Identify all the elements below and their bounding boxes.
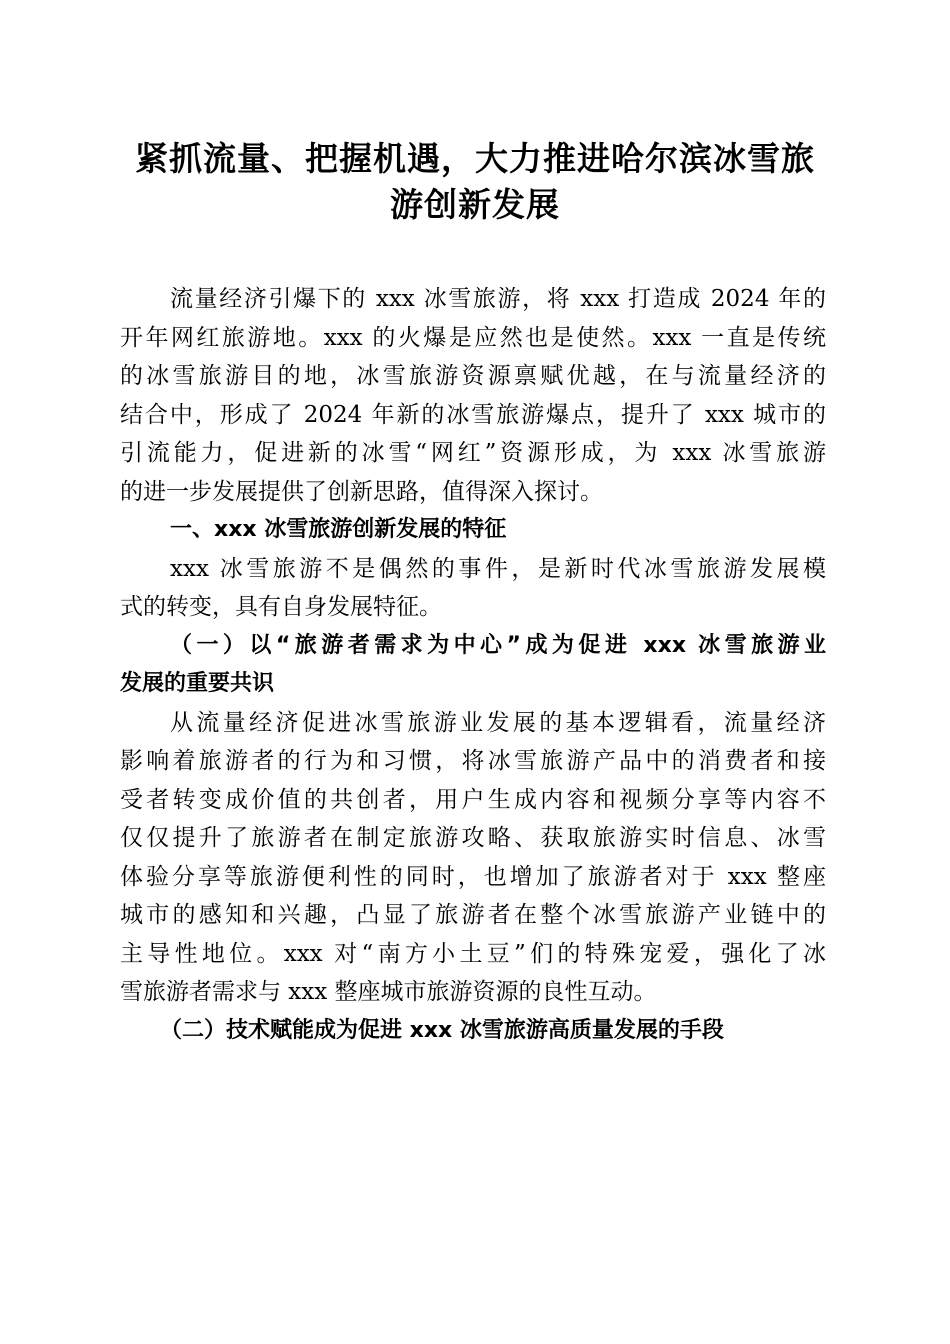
document-title	[110, 136, 840, 228]
paragraph-1-line: 的进一步发展提供了创新思路，值得深入探讨。	[120, 478, 603, 505]
subsection-heading-2: （二）技术赋能成为促进 xxx 冰雪旅游高质量发展的手段	[160, 1017, 724, 1043]
paragraph-3-line: 影响着旅游者的行为和习惯，将冰雪旅游产品中的消费者和接	[120, 748, 826, 774]
paragraph-1-line: 结合中，形成了 2024 年新的冰雪旅游爆点，提升了 xxx 城市的	[120, 401, 826, 428]
document-body	[120, 280, 826, 1050]
paragraph-3-line: 从流量经济促进冰雪旅游业发展的基本逻辑看，流量经济	[170, 709, 826, 736]
paragraph-3-line: 主导性地位。xxx 对“南方小土豆”们的特殊宠爱，强化了冰	[120, 940, 826, 967]
paragraph-1-line: 流量经济引爆下的 xxx 冰雪旅游，将 xxx 打造成 2024 年的	[170, 286, 826, 312]
paragraph-3-line: 受者转变成价值的共创者，用户生成内容和视频分享等内容不	[120, 786, 826, 813]
section-heading-1: 一、xxx 冰雪旅游创新发展的特征	[170, 517, 507, 542]
title-line-2: 游创新发展	[390, 185, 560, 224]
paragraph-1-line: 开年网红旅游地。xxx 的火爆是应然也是使然。xxx 一直是传统	[120, 324, 826, 351]
paragraph-3-line: 仅仅提升了旅游者在制定旅游攻略、获取旅游实时信息、冰雪	[120, 825, 826, 851]
title-line-1: 紧抓流量、把握机遇，大力推进哈尔滨冰雪旅	[135, 139, 815, 178]
paragraph-3-line: 体验分享等旅游便利性的同时，也增加了旅游者对于 xxx 整座	[120, 863, 826, 890]
subsection-heading-1: 发展的重要共识	[120, 671, 275, 696]
paragraph-3-line: 城市的感知和兴趣，凸显了旅游者在整个冰雪旅游产业链中的	[120, 902, 826, 928]
paragraph-2-line: xxx 冰雪旅游不是偶然的事件，是新时代冰雪旅游发展模	[170, 555, 826, 582]
paragraph-2-line: 式的转变，具有自身发展特征。	[120, 594, 442, 620]
subsection-heading-1: （一）以“旅游者需求为中心”成为促进 xxx 冰雪旅游业	[170, 632, 826, 658]
paragraph-1-line: 的冰雪旅游目的地，冰雪旅游资源禀赋优越，在与流量经济的	[120, 363, 826, 389]
paragraph-3-line: 雪旅游者需求与 xxx 整座城市旅游资源的良性互动。	[120, 979, 657, 1005]
paragraph-1-line: 引流能力，促进新的冰雪“网红”资源形成，为 xxx 冰雪旅游	[120, 440, 826, 466]
